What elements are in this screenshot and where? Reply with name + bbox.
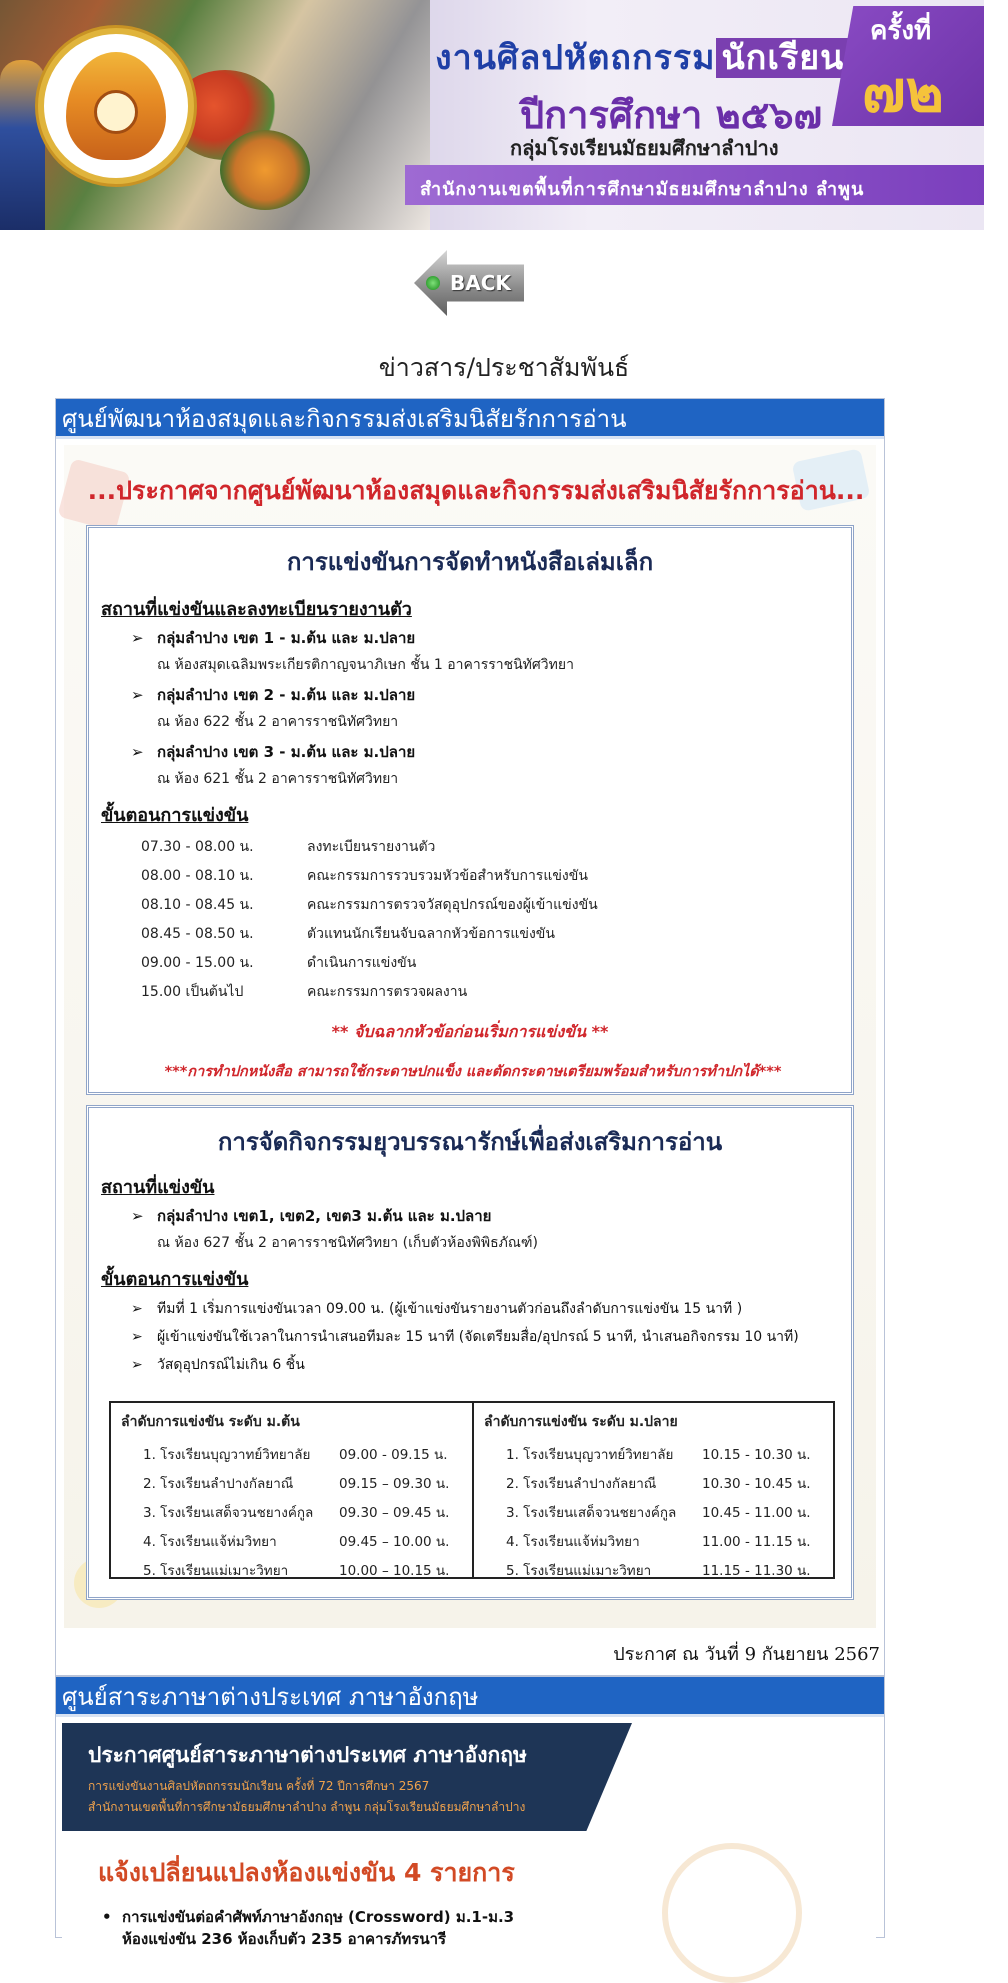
young-librarian-title: การจัดกิจกรรมยุวบรรณารักษ์เพื่อส่งเสริมการอ่าน [217,1128,723,1156]
rule-item: ➢ ผู้เข้าแข่งขันใช้เวลาในการนำเสนอทีมละ 15 นาที (จัดเตรียมสื่อ/อุปกรณ์ 5 นาที, นำเสนอกิจกรรม 10 นาที) [131,1329,799,1345]
upper-secondary-schedule [472,1403,833,1577]
arrow-bullet-icon: ➢ [131,1301,143,1317]
step-row: 08.00 - 08.10 น. คณะกรรมการรวบรวมหัวข้อสำหรับการแข่งขัน [141,868,588,884]
venue-place: ณ ห้อง 621 ชั้น 2 อาคารราชนิทัศวิทยา [157,771,399,787]
lower-schedule-heading: ลำดับการแข่งขัน ระดับ ม.ต้น [121,1414,300,1430]
back-button[interactable] [414,250,524,316]
table-row: 4. โรงเรียนแจ้ห่มวิทยา 11.00 - 11.15 น. [506,1534,811,1550]
english-section-header: ศูนย์สาระภาษาต่างประเทศ ภาษาอังกฤษ [56,1677,884,1717]
step-row: 09.00 - 15.00 น. ดำเนินการแข่งขัน [141,955,417,971]
banner-year: ปีการศึกษา ๒๕๖๗ [520,93,823,137]
draw-topic-note: ** จับฉลากหัวข้อก่อนเริ่มการแข่งขัน ** [331,1022,609,1041]
bullet-dot-icon: • [102,1908,112,1926]
english-announcement-poster [62,1723,876,1948]
arrow-bullet-icon: ➢ [131,686,144,704]
library-section-header: ศูนย์พัฒนาห้องสมุดและกิจกรรมส่งเสริมนิสัยรักการอ่าน [56,399,884,439]
venue-heading: สถานที่แข่งขันและลงทะเบียนรายงานตัว [101,599,412,620]
announcement-date: ประกาศ ณ วันที่ 9 กันยายน 2567 [613,1644,880,1665]
list-item-detail: ห้องแข่งขัน 236 ห้องเก็บตัว 235 อาคารภัทรนารี [122,1930,447,1948]
list-item: • การแข่งขันต่อคำศัพท์ภาษาอังกฤษ (Crossword) ม.1-ม.3 [102,1908,515,1926]
competition-schedule-table [109,1401,835,1579]
venue-place: ณ ห้อง 627 ชั้น 2 อาคารราชนิทัศวิทยา (เก็บตัวห้องพิพิธภัณฑ์) [157,1235,538,1251]
table-row: 1. โรงเรียนบุญวาทย์วิทยาลัย 10.15 - 10.30 น. [506,1447,811,1463]
step-row: 07.30 - 08.00 น. ลงทะเบียนรายงานตัว [141,839,436,855]
small-book-contest-box [86,525,854,1095]
banner-title: งานศิลปหัตถกรรม นักเรียน [435,30,850,84]
venue-item: ➢ กลุ่มลำปาง เขต 1 - ม.ต้น และ ม.ปลาย [131,629,416,647]
seal-emblem-icon [66,52,166,160]
venue-heading: สถานที่แข่งขัน [101,1177,215,1198]
arrow-bullet-icon: ➢ [131,743,144,761]
upper-schedule-heading: ลำดับการแข่งขัน ระดับ ม.ปลาย [484,1414,678,1430]
venue-place: ณ ห้อง 622 ชั้น 2 อาคารราชนิทัศวิทยา [157,714,399,730]
arrow-bullet-icon: ➢ [131,629,144,647]
table-row: 3. โรงเรียนเสด็จวนชยางค์กูล 10.45 - 11.00 น. [506,1505,811,1521]
table-row: 3. โรงเรียนเสด็จวนชยางค์กูล 09.30 – 09.45 น. [143,1505,450,1521]
venue-item: ➢ กลุ่มลำปาง เขต 2 - ม.ต้น และ ม.ปลาย [131,686,416,704]
banner-edition-label: ครั้งที่ [870,16,932,46]
seal-watermark-icon [662,1843,802,1983]
cover-paper-note: ***การทำปกหนังสือ สามารถใช้กระดาษปกแข็ง และตัดกระดาษเตรียมพร้อมสำหรับการทำปกได้*** [164,1064,782,1080]
table-row: 4. โรงเรียนแจ้ห่มวิทยา 09.45 – 10.00 น. [143,1534,450,1550]
table-row: 5. โรงเรียนแม่เมาะวิทยา 11.15 - 11.30 น. [506,1563,811,1579]
step-row: 08.10 - 08.45 น. คณะกรรมการตรวจวัสดุอุปกรณ์ของผู้เข้าแข่งขัน [141,897,598,913]
back-button-label: BACK [450,271,511,295]
steps-heading: ขั้นตอนการแข่งขัน [101,805,249,826]
poster-subtitle-line: การแข่งขันงานศิลปหัตถกรรมนักเรียน ครั้งที่ 72 ปีการศึกษา 2567 [88,1779,430,1793]
banner-title-accent: นักเรียน [716,38,851,78]
announcement-title: ...ประกาศจากศูนย์พัฒนาห้องสมุดและกิจกรรมส่งเสริมนิสัยรักการอ่าน... [87,476,865,505]
table-row: 1. โรงเรียนบุญวาทย์วิทยาลัย 09.00 - 09.15 น. [143,1447,448,1463]
green-dot-icon [426,276,440,290]
poster-title: ประกาศศูนย์สาระภาษาต่างประเทศ ภาษาอังกฤษ [88,1743,527,1767]
banner-group: กลุ่มโรงเรียนมัธยมศึกษาลำปาง [510,136,779,160]
rule-item: ➢ ทีมที่ 1 เริ่มการแข่งขันเวลา 09.00 น. (ผู้เข้าแข่งขันรายงานตัวก่อนถึงลำดับการแข่งขัน 15 นาที ) [131,1301,743,1317]
english-section [55,1676,885,1948]
library-announcement-poster [64,445,876,1628]
step-row: 08.45 - 08.50 น. ตัวแทนนักเรียนจับฉลากหัวข้อการแข่งขัน [141,926,555,942]
table-row: 5. โรงเรียนแม่เมาะวิทยา 10.00 – 10.15 น. [143,1563,450,1579]
table-row: 2. โรงเรียนลำปางกัลยาณี 09.15 – 09.30 น. [143,1476,450,1492]
banner-edition-number: ๗๒ [862,57,944,125]
header-banner [0,0,984,230]
banner-dancer-image [0,60,45,230]
small-book-contest-title: การแข่งขันการจัดทำหนังสือเล่มเล็ก [286,548,654,576]
step-row: 15.00 เป็นต้นไป คณะกรรมการตรวจผลงาน [141,984,468,1000]
banner-fruit-image [220,130,310,210]
steps-heading: ขั้นตอนการแข่งขัน [101,1269,249,1290]
school-seal-logo [38,28,194,184]
venue-place: ณ ห้องสมุดเฉลิมพระเกียรติกาญจนาภิเษก ชั้น 1 อาคารราชนิทัศวิทยา [157,657,574,673]
lower-secondary-schedule [111,1403,472,1577]
arrow-bullet-icon: ➢ [131,1357,143,1373]
arrow-bullet-icon: ➢ [131,1207,144,1225]
venue-item: ➢ กลุ่มลำปาง เขต 3 - ม.ต้น และ ม.ปลาย [131,743,416,761]
arrow-bullet-icon: ➢ [131,1329,143,1345]
venue-item: ➢ กลุ่มลำปาง เขต1, เขต2, เขต3 ม.ต้น และ ม.ปลาย [131,1207,492,1225]
young-librarian-box [86,1105,854,1600]
page-title: ข่าวสาร/ประชาสัมพันธ์ [378,353,630,382]
room-change-heading: แจ้งเปลี่ยนแปลงห้องแข่งขัน 4 รายการ [98,1858,515,1887]
library-section [55,398,885,1676]
table-row: 2. โรงเรียนลำปางกัลยาณี 10.30 - 10.45 น. [506,1476,811,1492]
rule-item: ➢ วัสดุอุปกรณ์ไม่เกิน 6 ชิ้น [131,1357,305,1373]
banner-office: สำนักงานเขตพื้นที่การศึกษามัธยมศึกษาลำปาง ลำพูน [420,179,865,200]
poster-subtitle-line: สำนักงานเขตพื้นที่การศึกษามัธยมศึกษาลำปาง ลำพูน กลุ่มโรงเรียนมัธยมศึกษาลำปาง [88,1800,526,1814]
